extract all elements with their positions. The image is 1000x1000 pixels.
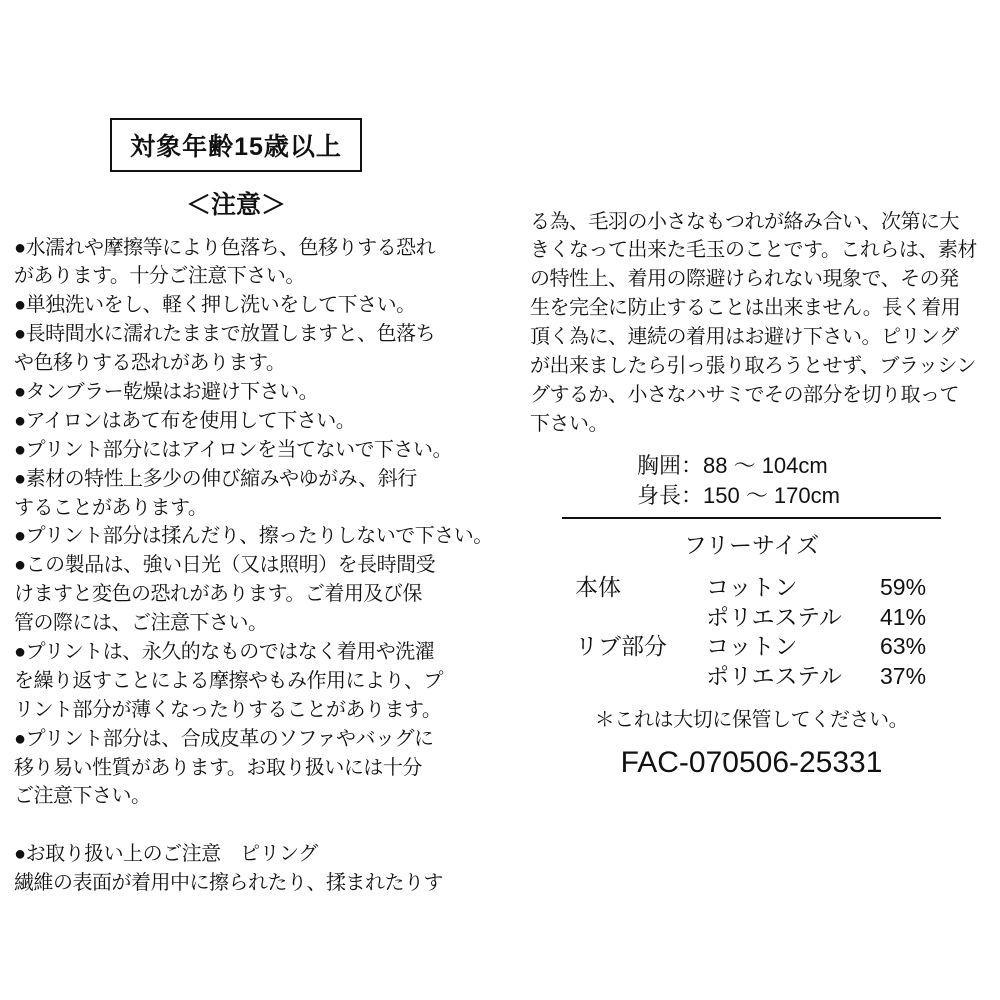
size-info bbox=[637, 451, 967, 511]
caution-item bbox=[14, 465, 519, 523]
caution-item bbox=[14, 522, 519, 551]
caution-line: があります。十分ご注意下さい。 bbox=[14, 265, 305, 288]
caution-line: ●素材の特性上多少の伸び縮みやゆがみ、斜行 bbox=[14, 467, 417, 490]
caution-line: を繰り返すことによる摩擦やもみ作用により、プ bbox=[14, 669, 443, 692]
caution-line: ●プリント部分は、合成皮革のソファやバッグに bbox=[14, 727, 434, 750]
pilling-line: 生を完全に防止することは出来ません。長く着用 bbox=[530, 297, 961, 320]
caution-line: ●タンブラー乾燥はお避け下さい。 bbox=[14, 380, 319, 403]
caution-item bbox=[14, 725, 519, 812]
caution-item bbox=[14, 638, 519, 725]
composition-part: リブ部分 bbox=[575, 633, 667, 660]
pilling-line: 頂く為に、連続の着用はお避け下さい。ピリング bbox=[530, 326, 959, 349]
composition-group-body bbox=[575, 573, 955, 632]
caution-line: ●プリントは、永久的なものではなく着用や洗濯 bbox=[14, 640, 435, 663]
composition-part: 本体 bbox=[575, 574, 621, 600]
caution-line: ●この製品は、強い日光（又は照明）を長時間受 bbox=[14, 554, 436, 577]
composition-group-rib bbox=[575, 632, 955, 691]
caution-item bbox=[14, 407, 519, 436]
composition-table bbox=[575, 573, 955, 691]
composition-row bbox=[575, 662, 955, 692]
material-name: コットン bbox=[706, 633, 798, 660]
pilling-line: 繊維の表面が着用中に擦られたり、揉まれたりす bbox=[14, 872, 443, 895]
material-name: ポリエステル bbox=[706, 662, 842, 689]
caution-item bbox=[14, 378, 519, 407]
caution-line: ●アイロンはあて布を使用して下さい。 bbox=[14, 409, 356, 432]
caution-item bbox=[14, 320, 519, 378]
caution-line: ●プリント部分にはアイロンを当てないで下さい。 bbox=[14, 438, 452, 461]
caution-line: や色移りする恐れがあります。 bbox=[14, 352, 286, 375]
caution-list bbox=[14, 234, 519, 898]
caution-line: ●長時間水に濡れたままで放置しますと、色落ち bbox=[14, 323, 436, 346]
caution-item bbox=[14, 291, 519, 320]
chest-size: 胸囲：88 〜 104cm bbox=[637, 453, 828, 478]
composition-row bbox=[575, 632, 955, 662]
caution-heading: ＜注意＞ bbox=[185, 191, 286, 219]
caution-line: ご注意下さい。 bbox=[14, 785, 151, 808]
material-percent: 63% bbox=[880, 633, 927, 660]
caution-line: リント部分が薄くなったりすることがあります。 bbox=[14, 698, 442, 721]
material-percent: 41% bbox=[880, 603, 927, 630]
height-size: 身長：150 〜 170cm bbox=[637, 483, 840, 508]
keep-label-note: ＊これは大切に保管してください。 bbox=[594, 709, 909, 731]
age-rating-box bbox=[110, 118, 362, 172]
pilling-line: の特性上、着用の際避けられない現象で、その発 bbox=[530, 268, 959, 291]
product-code: FAC-070506-25331 bbox=[620, 746, 883, 779]
caution-item bbox=[14, 551, 519, 638]
caution-line: ●単独洗いをし、軽く押し洗いをして下さい。 bbox=[14, 294, 416, 317]
pilling-heading: ●お取り扱い上のご注意 ピリング bbox=[14, 843, 318, 866]
composition-row bbox=[575, 603, 955, 633]
pilling-continuation bbox=[530, 208, 995, 439]
fit-label: フリーサイズ bbox=[683, 532, 820, 558]
pilling-section bbox=[14, 840, 519, 898]
pilling-line: グするか、小さなハサミでその部分を切り取って bbox=[530, 383, 959, 406]
pilling-line: が出来ましたら引っ張り取ろうとせず、ブラッシン bbox=[530, 354, 976, 377]
material-percent: 59% bbox=[880, 574, 927, 600]
caution-item bbox=[14, 436, 519, 465]
age-rating-label: 対象年齢15歳以上 bbox=[130, 133, 342, 161]
material-percent: 37% bbox=[880, 662, 927, 689]
pilling-line: きくなって出来た毛玉のことです。これらは、素材 bbox=[530, 239, 977, 262]
caution-line: することがあります。 bbox=[14, 496, 208, 519]
divider-line bbox=[562, 517, 941, 519]
material-name: コットン bbox=[706, 574, 798, 600]
pilling-line: る為、毛羽の小さなもつれが絡み合い、次第に大 bbox=[530, 210, 959, 233]
caution-line: ●プリント部分は揉んだり、擦ったりしないで下さい。 bbox=[14, 525, 493, 548]
composition-row bbox=[575, 573, 955, 603]
caution-line: 移り易い性質があります。お取り扱いには十分 bbox=[14, 756, 422, 779]
caution-line: ●水濡れや摩擦等により色落ち、色移りする恐れ bbox=[14, 236, 436, 259]
section-spacer bbox=[14, 811, 519, 840]
pilling-line: 下さい。 bbox=[530, 412, 608, 435]
caution-item bbox=[14, 234, 519, 292]
material-name: ポリエステル bbox=[706, 603, 842, 630]
caution-line: けますと変色の恐れがあります。ご着用及び保 bbox=[14, 583, 422, 606]
caution-line: 管の際には、ご注意下さい。 bbox=[14, 612, 268, 635]
